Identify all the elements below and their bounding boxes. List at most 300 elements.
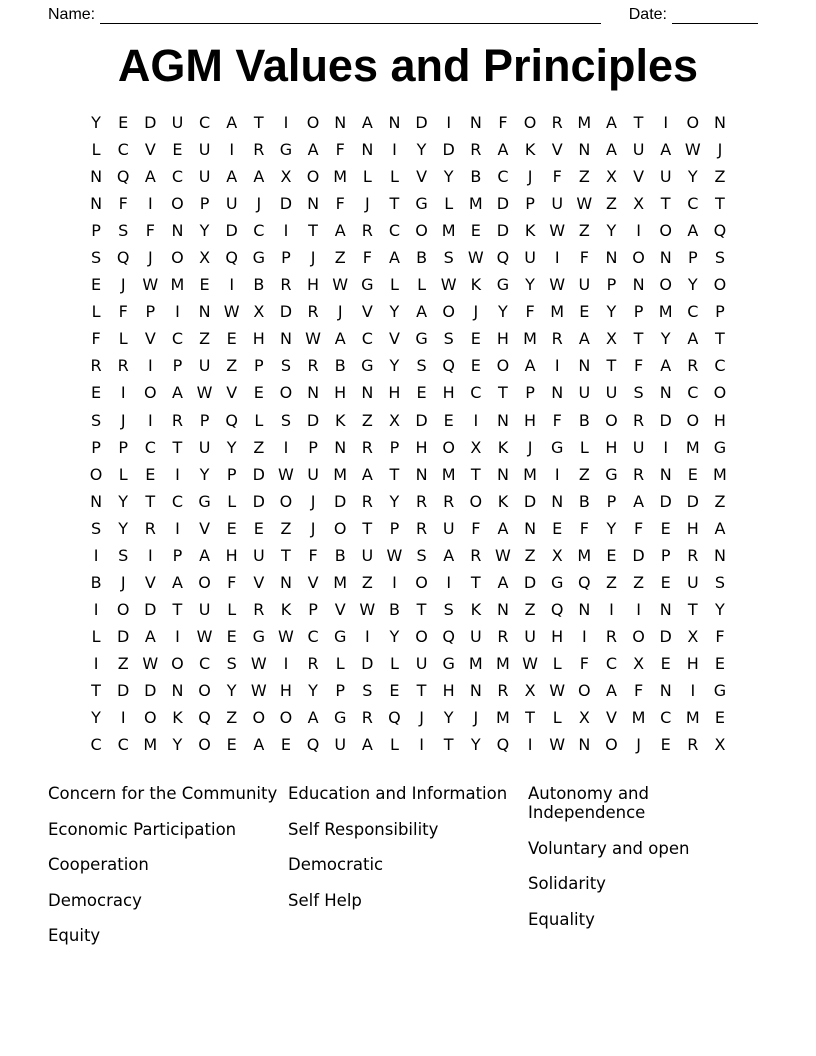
grid-letter: D — [306, 410, 320, 430]
grid-letter: U — [225, 194, 238, 214]
grid-letter: D — [144, 113, 157, 133]
grid-letter: T — [606, 356, 617, 376]
grid-letter: Y — [606, 518, 617, 538]
grid-letter: N — [307, 383, 320, 403]
grid-letter: D — [144, 599, 157, 619]
grid-letter: B — [388, 599, 400, 619]
grid-letter: G — [415, 194, 428, 214]
grid-letter: E — [687, 464, 698, 484]
grid-letter: N — [334, 437, 347, 457]
grid-letter: X — [578, 708, 590, 728]
grid-letter: Y — [525, 275, 535, 295]
grid-letter: E — [253, 383, 264, 403]
grid-letter: U — [442, 518, 455, 538]
grid-letter: B — [334, 356, 346, 376]
grid-letter: W — [549, 275, 566, 295]
grid-letter: R — [361, 437, 373, 457]
grid-letter: W — [549, 735, 566, 755]
grid-letter: W — [495, 545, 511, 565]
grid-letter: L — [254, 410, 264, 430]
grid-letter: Q — [116, 167, 130, 187]
grid-letter: T — [633, 329, 644, 349]
grid-letter: K — [497, 491, 509, 511]
grid-letter: A — [253, 735, 265, 755]
grid-letter: S — [416, 545, 427, 565]
grid-letter: L — [118, 329, 128, 349]
grid-letter: W — [250, 681, 267, 700]
grid-letter: A — [334, 221, 346, 241]
grid-letter: U — [252, 545, 265, 565]
word-item: Voluntary and open — [528, 838, 690, 858]
grid-letter: I — [636, 599, 641, 619]
grid-letter: P — [687, 248, 698, 268]
grid-letter: Y — [443, 167, 454, 187]
grid-letter: D — [659, 626, 672, 646]
grid-letter: S — [90, 410, 102, 430]
grid-letter: W — [332, 275, 349, 295]
grid-letter: T — [253, 113, 264, 133]
grid-letter: Y — [389, 302, 400, 322]
grid-letter: D — [415, 113, 428, 133]
grid-letter: N — [551, 491, 564, 511]
grid-letter: I — [283, 221, 289, 241]
grid-letter: W — [250, 653, 267, 673]
grid-letter: I — [175, 626, 180, 646]
grid-letter: W — [196, 383, 213, 403]
grid-letter: Z — [361, 410, 373, 430]
grid-letter: N — [279, 572, 292, 592]
grid-letter: D — [659, 410, 672, 430]
grid-letter: E — [91, 275, 102, 295]
grid-letter: S — [443, 248, 454, 268]
grid-letter: C — [497, 167, 509, 187]
grid-letter: P — [226, 464, 237, 484]
grid-letter: L — [227, 491, 237, 511]
grid-letter: Y — [606, 302, 617, 322]
grid-letter: R — [443, 491, 455, 511]
grid-letter: L — [444, 194, 454, 214]
grid-letter: C — [90, 735, 102, 755]
grid-letter: M — [496, 708, 510, 728]
grid-letter: N — [578, 735, 591, 755]
grid-letter: F — [552, 410, 562, 430]
grid-letter: Z — [633, 572, 645, 592]
grid-letter: I — [120, 383, 126, 403]
grid-letter: T — [660, 194, 671, 214]
grid-letter: U — [469, 626, 482, 646]
grid-letter: W — [467, 248, 484, 268]
grid-letter: E — [389, 681, 400, 700]
grid-letter: M — [685, 437, 700, 457]
grid-letter: N — [524, 518, 537, 538]
grid-letter: B — [90, 572, 102, 592]
grid-letter: K — [334, 410, 346, 430]
grid-letter: I — [175, 518, 180, 538]
grid-letter: S — [280, 410, 292, 430]
grid-letter: R — [687, 356, 699, 376]
grid-letter: H — [524, 410, 537, 430]
name-label: Name: — [48, 6, 96, 23]
grid-letter: E — [660, 572, 671, 592]
grid-letter: O — [415, 626, 428, 646]
grid-letter: F — [579, 248, 589, 268]
grid-letter: P — [660, 545, 671, 565]
grid-letter: L — [389, 167, 399, 187]
grid-letter: M — [441, 221, 456, 241]
grid-letter: H — [496, 329, 509, 349]
grid-letter: N — [279, 329, 292, 349]
grid-letter: D — [225, 221, 238, 241]
grid-letter: P — [145, 302, 156, 322]
grid-letter: O — [496, 356, 510, 376]
grid-letter: G — [442, 653, 455, 673]
grid-letter: W — [522, 653, 538, 673]
grid-letter: W — [440, 275, 457, 295]
grid-letter: P — [633, 302, 644, 322]
date-label: Date: — [628, 6, 667, 23]
grid-letter: D — [496, 221, 510, 241]
grid-letter: O — [415, 572, 428, 592]
grid-letter: A — [226, 113, 238, 133]
grid-letter: O — [442, 302, 455, 322]
grid-letter: K — [470, 599, 482, 619]
puzzle-title: AGM Values and Principles — [117, 40, 699, 91]
grid-letter: J — [256, 194, 262, 214]
grid-letter: D — [117, 626, 130, 646]
grid-letter: Z — [226, 356, 238, 376]
grid-letter: G — [550, 572, 564, 592]
grid-letter: U — [198, 167, 211, 187]
grid-letter: W — [386, 545, 403, 565]
word-item: Democratic — [288, 855, 384, 875]
grid-letter: J — [120, 410, 126, 430]
grid-letter: I — [419, 735, 424, 755]
grid-letter: S — [118, 221, 129, 241]
grid-letter: S — [633, 383, 644, 403]
grid-letter: Q — [496, 735, 510, 755]
grid-letter: I — [663, 437, 669, 457]
grid-letter: U — [415, 653, 428, 673]
grid-letter: F — [308, 545, 318, 565]
grid-letter: E — [118, 113, 129, 133]
grid-letter: T — [416, 681, 427, 700]
grid-letter: E — [416, 383, 427, 403]
grid-letter: X — [280, 167, 292, 187]
grid-letter: F — [91, 329, 101, 349]
grid-letter: V — [605, 708, 617, 728]
grid-letter: Q — [442, 626, 455, 646]
grid-letter: A — [660, 140, 672, 160]
grid-letter: I — [93, 653, 99, 673]
grid-letter: X — [605, 329, 617, 349]
grid-letter: O — [469, 491, 483, 511]
grid-letter: F — [498, 113, 508, 133]
grid-letter: U — [632, 437, 645, 457]
grid-letter: W — [684, 140, 701, 160]
grid-letter: J — [636, 735, 641, 755]
grid-letter: R — [253, 599, 265, 619]
grid-letter: C — [605, 653, 618, 673]
grid-letter: Z — [199, 329, 211, 349]
grid-letter: V — [226, 383, 238, 403]
grid-letter: F — [227, 572, 237, 592]
grid-letter: A — [253, 167, 265, 187]
grid-letter: S — [226, 653, 237, 673]
grid-letter: A — [605, 140, 617, 160]
grid-letter: S — [362, 681, 373, 700]
grid-letter: I — [93, 545, 99, 565]
grid-letter: T — [470, 464, 481, 484]
grid-letter: B — [578, 410, 590, 430]
grid-letter: Y — [91, 113, 101, 133]
grid-letter: F — [579, 653, 589, 673]
grid-letter: P — [281, 248, 291, 268]
grid-letter: C — [198, 653, 211, 673]
grid-letter: F — [579, 518, 589, 538]
grid-letter: Q — [116, 248, 130, 268]
grid-letter: I — [473, 410, 479, 430]
grid-letter: Y — [389, 626, 400, 646]
grid-letter: W — [359, 599, 376, 619]
grid-letter: R — [687, 735, 699, 755]
grid-letter: H — [713, 410, 726, 430]
grid-letter: Y — [91, 708, 101, 728]
grid-letter: A — [388, 248, 400, 268]
grid-letter: N — [578, 599, 591, 619]
grid-letter: M — [713, 464, 727, 484]
grid-letter: C — [714, 356, 726, 376]
grid-letter: Q — [388, 708, 401, 728]
grid-letter: H — [225, 545, 238, 565]
grid-letter: L — [91, 626, 101, 646]
grid-letter: L — [362, 167, 372, 187]
grid-letter: M — [333, 572, 348, 592]
grid-letter: U — [551, 194, 564, 214]
name-fill-line — [100, 8, 601, 24]
grid-letter: M — [468, 653, 483, 673]
grid-letter: Z — [524, 599, 536, 619]
grid-letter: N — [415, 464, 428, 484]
grid-letter: N — [713, 545, 726, 565]
grid-letter: D — [523, 572, 537, 592]
grid-letter: R — [416, 518, 428, 538]
date-fill-line — [672, 8, 758, 24]
grid-letter: O — [659, 221, 672, 241]
grid-letter: B — [578, 491, 590, 511]
grid-letter: G — [496, 275, 510, 295]
grid-letter: I — [175, 464, 180, 484]
grid-letter: O — [605, 735, 618, 755]
grid-letter: Y — [172, 735, 183, 755]
grid-letter: R — [307, 302, 319, 322]
grid-letter: Y — [118, 491, 129, 511]
grid-letter: A — [171, 572, 183, 592]
grid-letter: C — [171, 491, 184, 511]
grid-letter: R — [117, 356, 129, 376]
grid-letter: D — [279, 302, 293, 322]
grid-letter: V — [199, 518, 211, 538]
grid-letter: D — [523, 491, 537, 511]
grid-letter: J — [527, 437, 533, 457]
grid-letter: M — [685, 708, 700, 728]
grid-letter: R — [90, 356, 102, 376]
grid-letter: H — [388, 383, 401, 403]
grid-letter: O — [686, 113, 700, 133]
grid-letter: U — [198, 599, 211, 619]
word-list-column — [528, 784, 768, 962]
grid-letter: D — [144, 681, 157, 700]
grid-letter: A — [660, 356, 672, 376]
grid-letter: U — [524, 248, 536, 268]
grid-letter: T — [715, 329, 725, 349]
grid-letter: Z — [253, 437, 265, 457]
grid-letter: E — [91, 383, 102, 403]
grid-letter: U — [605, 383, 618, 403]
grid-letter: U — [307, 464, 319, 484]
grid-letter: H — [442, 681, 455, 700]
grid-letter: P — [91, 437, 101, 457]
grid-letter: N — [578, 140, 591, 160]
grid-letter: I — [229, 275, 235, 295]
grid-letter: O — [659, 275, 672, 295]
grid-letter: U — [198, 140, 211, 160]
grid-letter: O — [306, 167, 320, 187]
grid-letter: I — [283, 113, 289, 133]
grid-letter: X — [714, 735, 726, 755]
grid-letter: Y — [118, 518, 129, 538]
grid-letter: U — [524, 626, 536, 646]
grid-letter: E — [714, 653, 725, 673]
grid-letter: A — [497, 140, 509, 160]
grid-letter: N — [171, 681, 184, 700]
grid-letter: A — [307, 140, 319, 160]
word-item: Concern for the Community — [48, 784, 278, 804]
grid-letter: A — [524, 356, 536, 376]
grid-letter: P — [525, 194, 535, 214]
grid-letter: T — [416, 599, 427, 619]
grid-letter: Z — [361, 572, 373, 592]
grid-letter: R — [144, 518, 156, 538]
grid-letter: K — [497, 437, 509, 457]
grid-letter: H — [334, 383, 347, 403]
grid-letter: T — [308, 221, 318, 241]
grid-letter: O — [578, 681, 591, 700]
grid-letter: V — [144, 140, 156, 160]
grid-letter: A — [605, 681, 617, 700]
grid-letter: W — [278, 464, 294, 484]
grid-letter: O — [89, 464, 103, 484]
word-item: Solidarity — [528, 874, 606, 894]
grid-letter: C — [144, 437, 156, 457]
grid-letter: Z — [578, 464, 590, 484]
grid-letter: F — [335, 140, 345, 160]
grid-letter: I — [392, 572, 397, 592]
grid-letter: R — [551, 113, 563, 133]
grid-letter: S — [90, 518, 102, 538]
word-item: Equality — [528, 909, 595, 929]
grid-letter: Y — [715, 599, 725, 619]
grid-letter: H — [686, 518, 699, 538]
grid-letter: Y — [226, 437, 237, 457]
grid-letter: O — [279, 491, 293, 511]
grid-letter: V — [144, 329, 156, 349]
grid-letter: X — [605, 167, 617, 187]
grid-letter: M — [658, 302, 673, 322]
grid-letter: V — [633, 167, 645, 187]
word-item: Democracy — [48, 890, 142, 910]
grid-letter: Y — [389, 491, 400, 511]
grid-letter: I — [636, 221, 641, 241]
grid-letter: A — [144, 167, 156, 187]
grid-letter: T — [172, 599, 183, 619]
grid-letter: P — [335, 681, 346, 700]
grid-letter: D — [496, 194, 510, 214]
grid-letter: W — [576, 194, 593, 214]
grid-letter: P — [199, 194, 210, 214]
grid-letter: E — [714, 708, 725, 728]
grid-letter: N — [198, 302, 211, 322]
grid-letter: A — [144, 626, 156, 646]
grid-letter: G — [605, 464, 618, 484]
grid-letter: L — [552, 708, 562, 728]
grid-letter: L — [389, 735, 399, 755]
grid-letter: E — [145, 464, 156, 484]
grid-letter: A — [226, 167, 238, 187]
grid-letter: I — [446, 113, 452, 133]
grid-letter: N — [496, 410, 509, 430]
grid-letter: I — [93, 599, 99, 619]
grid-letter: G — [713, 681, 727, 700]
grid-letter: W — [305, 329, 321, 349]
grid-letter: R — [253, 140, 265, 160]
grid-letter: O — [306, 113, 320, 133]
grid-letter: R — [633, 464, 645, 484]
grid-letter: A — [361, 735, 373, 755]
grid-letter: X — [524, 681, 536, 700]
grid-letter: Y — [498, 302, 508, 322]
grid-letter: M — [523, 329, 537, 349]
grid-letter: R — [416, 491, 428, 511]
grid-letter: C — [117, 140, 129, 160]
grid-letter: N — [578, 356, 591, 376]
grid-letter: U — [632, 140, 645, 160]
grid-letter: A — [361, 113, 373, 133]
grid-letter: I — [690, 681, 696, 700]
grid-letter: X — [633, 194, 645, 214]
word-item: Self Help — [288, 890, 362, 910]
grid-letter: I — [229, 140, 235, 160]
grid-letter: P — [715, 302, 725, 322]
grid-letter: P — [172, 545, 183, 565]
grid-letter: D — [632, 545, 645, 565]
grid-letter: S — [118, 545, 129, 565]
grid-letter: H — [442, 383, 455, 403]
grid-letter: I — [581, 626, 587, 646]
grid-letter: N — [496, 464, 509, 484]
grid-letter: C — [388, 221, 401, 241]
grid-letter: G — [198, 491, 211, 511]
grid-letter: A — [171, 383, 183, 403]
grid-letter: N — [713, 113, 726, 133]
grid-letter: A — [687, 221, 699, 241]
word-list-column — [288, 784, 528, 962]
grid-letter: O — [632, 626, 645, 646]
grid-letter: O — [198, 572, 211, 592]
grid-letter: V — [388, 329, 400, 349]
grid-letter: L — [118, 464, 128, 484]
grid-letter: T — [525, 708, 535, 728]
grid-letter: Q — [578, 572, 591, 592]
